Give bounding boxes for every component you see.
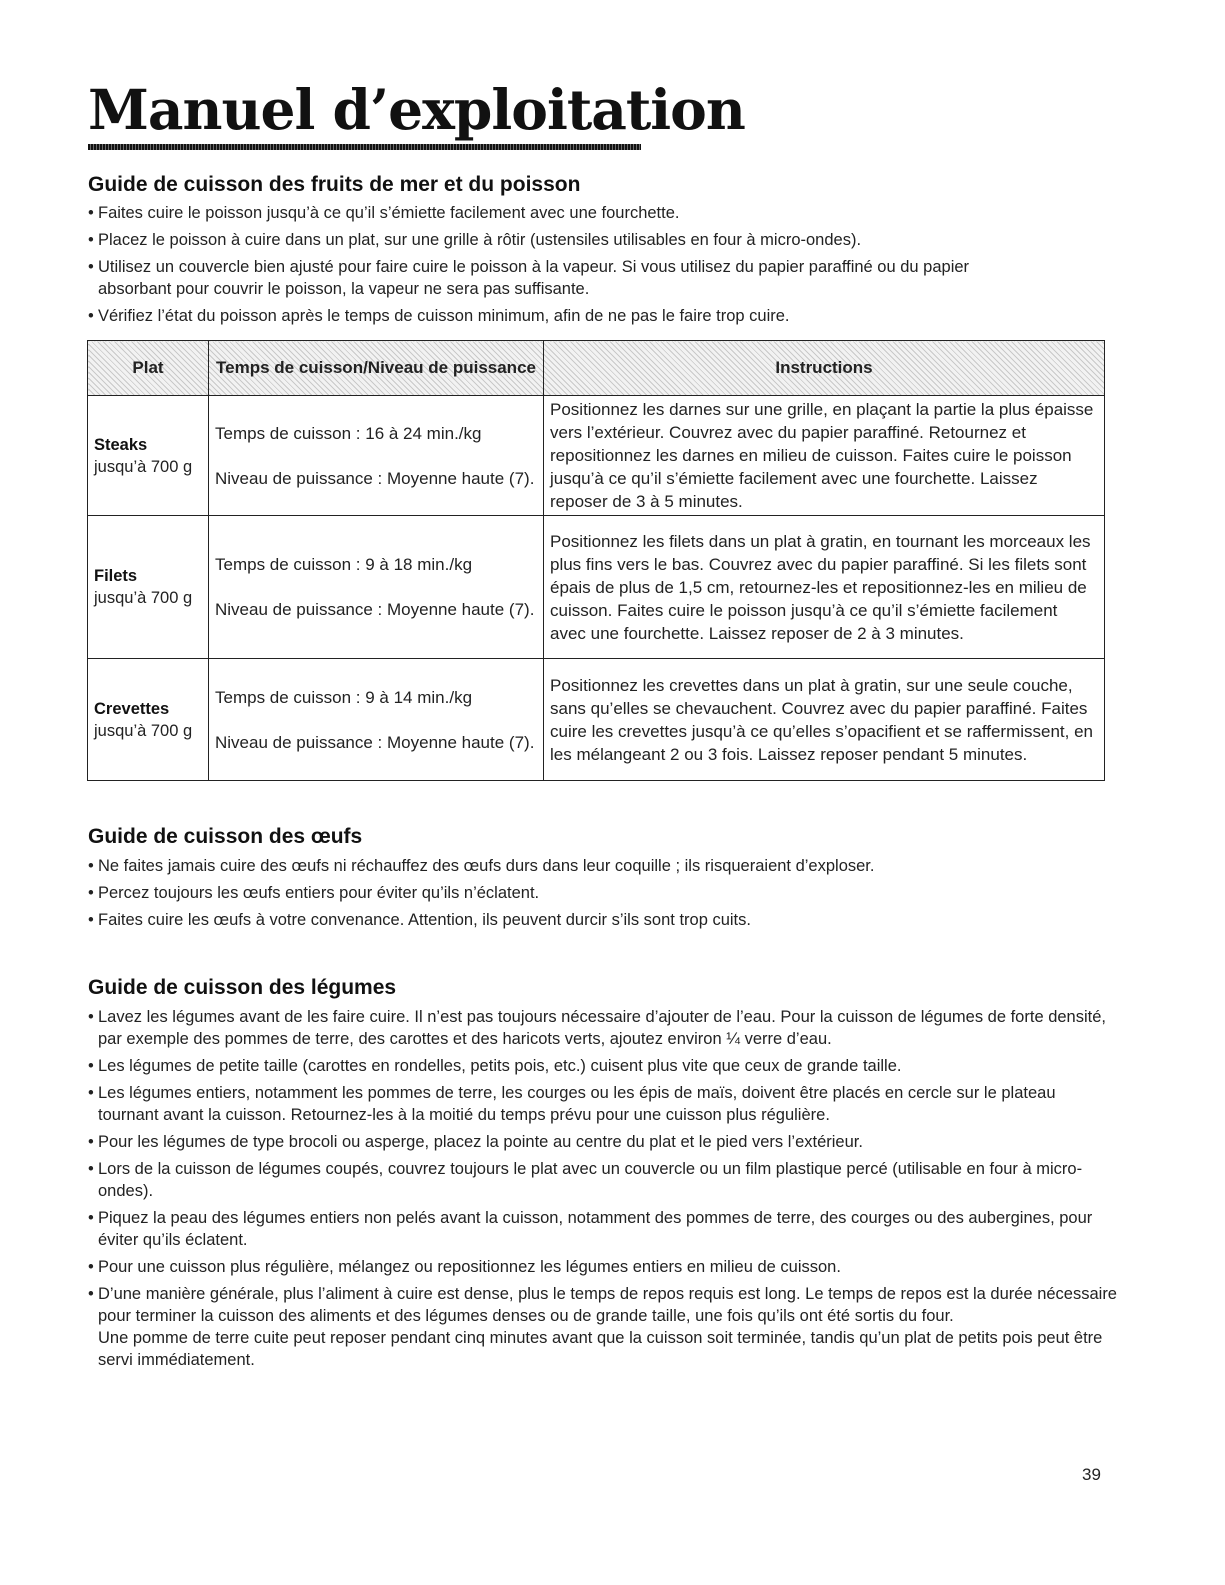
list-item: • Ne faites jamais cuire des œufs ni réchauffez des œufs durs dans leur coquille ; ils risqueraient d’exploser.: [88, 857, 875, 875]
bullet-dot-icon: •: [88, 884, 94, 902]
bullet-dot-icon: •: [88, 1258, 94, 1276]
power-level: Niveau de puissance : Moyenne haute (7).: [215, 468, 535, 488]
table-row: [88, 396, 1105, 516]
bullet-dot-icon: •: [88, 258, 94, 276]
list-item: • Pour une cuisson plus régulière, mélangez ou repositionnez les légumes entiers en milieu de cuisson.: [88, 1258, 841, 1276]
cooking-time: Temps de cuisson : 9 à 14 min./kg: [215, 687, 473, 707]
instructions-cell: Positionnez les filets dans un plat à gratin, en tournant les morceaux les plus fins vers le bas. Couvrez avec du papier paraffiné. Si les filets sont épais de plus de 1,5 cm, retournez-les et repositionnez-les en milieu de cuisson. Faites cuire le poisson jusqu’à ce qu’il s’émiette facilement avec une fourchette. Laissez reposer de 2 à 3 minutes.: [544, 516, 1105, 659]
veg-bullet-list: [88, 1006, 1118, 1376]
page-number: 39: [1082, 1465, 1101, 1484]
list-item: • Piquez la peau des légumes entiers non pelés avant la cuisson, notamment des pommes de terre, des courges ou des aubergines, pour éviter qu’ils éclatent.: [88, 1209, 1093, 1249]
dish-name: Filets: [94, 567, 138, 585]
power-level: Niveau de puissance : Moyenne haute (7).: [215, 732, 535, 752]
bullet-dot-icon: •: [88, 1133, 94, 1151]
list-item: • Vérifiez l’état du poisson après le temps de cuisson minimum, afin de ne pas le faire trop cuire.: [88, 307, 790, 325]
column-header-temps: Temps de cuisson/Niveau de puissance: [209, 341, 544, 396]
list-item: • Les légumes de petite taille (carottes en rondelles, petits pois, etc.) cuisent plus vite que ceux de grande taille.: [88, 1057, 902, 1075]
bullet-dot-icon: •: [88, 204, 94, 222]
dish-weight: jusqu’à 700 g: [94, 721, 193, 740]
bullet-dot-icon: •: [88, 1057, 94, 1075]
bullet-dot-icon: •: [88, 231, 94, 249]
cooking-time: Temps de cuisson : 16 à 24 min./kg: [215, 423, 482, 443]
list-item: • Pour les légumes de type brocoli ou asperge, placez la pointe au centre du plat et le pied vers l’extérieur.: [88, 1133, 863, 1151]
bullet-dot-icon: •: [88, 911, 94, 929]
instructions-cell: Positionnez les crevettes dans un plat à gratin, sur une seule couche, sans qu’elles se chevauchent. Couvrez avec du papier paraffiné. Faites cuire les crevettes jusqu’à ce qu’elles s’opacifient et se raffermissent, en les mélangeant 2 ou 3 fois. Laissez reposer pendant 5 minutes.: [544, 659, 1105, 781]
table-row: [88, 659, 1105, 781]
list-item: • Lors de la cuisson de légumes coupés, couvrez toujours le plat avec un couvercle ou un film plastique percé (utilisable en four à micro-ondes).: [88, 1160, 1083, 1200]
fish-bullet-list: [88, 202, 1118, 332]
title-underline: [88, 144, 641, 150]
time-power-cell: [209, 659, 544, 781]
bullet-dot-icon: •: [88, 1209, 94, 1227]
dish-cell: [88, 396, 209, 516]
list-item: • Utilisez un couvercle bien ajusté pour faire cuire le poisson à la vapeur. Si vous utilisez du papier paraffiné ou du papier absorbant pour couvrir le poisson, la vapeur ne sera pas suffisante.: [88, 258, 970, 298]
page-title: Manuel d’exploitation: [88, 77, 745, 142]
eggs-bullet-list: [88, 855, 1118, 936]
cooking-time: Temps de cuisson : 9 à 18 min./kg: [215, 555, 473, 574]
bullet-dot-icon: •: [88, 307, 94, 325]
dish-weight: jusqu’à 700 g: [94, 457, 193, 476]
list-item: • Lavez les légumes avant de les faire cuire. Il n’est pas toujours nécessaire d’ajouter de l’eau. Pour la cuisson de légumes de forte densité, par exemple des pommes de terre, des carottes et des haricots verts, ajoutez environ ¼ verre d’eau.: [88, 1008, 1106, 1048]
column-header-instructions: Instructions: [544, 341, 1105, 396]
list-item: • Les légumes entiers, notamment les pommes de terre, les courges ou les épis de maïs, doivent être placés en cercle sur le plateau tournant avant la cuisson. Retournez-les à la moitié du temps prévu pour une cuisson plus régulière.: [88, 1084, 1056, 1124]
list-item: • Faites cuire les œufs à votre convenance. Attention, ils peuvent durcir s’ils sont trop cuits.: [88, 911, 751, 929]
dish-cell: [88, 659, 209, 781]
table-header-row: [88, 341, 1105, 396]
bullet-dot-icon: •: [88, 857, 94, 875]
dish-cell: [88, 516, 209, 659]
time-power-cell: [209, 396, 544, 516]
time-power-cell: [209, 516, 544, 659]
dish-weight: jusqu’à 700 g: [94, 589, 193, 607]
bullet-dot-icon: •: [88, 1084, 94, 1102]
fish-cooking-table: [87, 340, 1105, 781]
power-level: Niveau de puissance : Moyenne haute (7).: [215, 600, 535, 619]
dish-name: Steaks: [94, 435, 148, 454]
list-item: • D’une manière générale, plus l’aliment à cuire est dense, plus le temps de repos requis est long. Le temps de repos est la durée nécessaire pour terminer la cuisson des aliments et des légumes denses ou de grande taille, une fois qu’ils ont été sortis du four. Une pomme de terre cuite peut reposer pendant cinq minutes avant que la cuisson soit terminée, tandis qu’un plat de petits pois peut être servi immédiatement.: [88, 1285, 1117, 1369]
veg-heading: Guide de cuisson des légumes: [88, 976, 397, 999]
column-header-plat: Plat: [88, 341, 209, 396]
instructions-cell: Positionnez les darnes sur une grille, en plaçant la partie la plus épaisse vers l’extérieur. Couvrez avec du papier paraffiné. Retournez et repositionnez les darnes en milieu de cuisson. Faites cuire le poisson jusqu’à ce qu’il s’émiette facilement avec une fourchette. Laissez reposer de 3 à 5 minutes.: [544, 396, 1105, 516]
list-item: • Percez toujours les œufs entiers pour éviter qu’ils n’éclatent.: [88, 884, 540, 902]
bullet-dot-icon: •: [88, 1285, 94, 1303]
list-item: • Placez le poisson à cuire dans un plat, sur une grille à rôtir (ustensiles utilisables en four à micro-ondes).: [88, 231, 862, 249]
bullet-dot-icon: •: [88, 1008, 94, 1026]
dish-name: Crevettes: [94, 699, 170, 718]
bullet-dot-icon: •: [88, 1160, 94, 1178]
fish-heading: Guide de cuisson des fruits de mer et du poisson: [88, 173, 581, 196]
table-row: [88, 516, 1105, 659]
eggs-heading: Guide de cuisson des œufs: [88, 825, 363, 848]
list-item: • Faites cuire le poisson jusqu’à ce qu’il s’émiette facilement avec une fourchette.: [88, 204, 680, 222]
